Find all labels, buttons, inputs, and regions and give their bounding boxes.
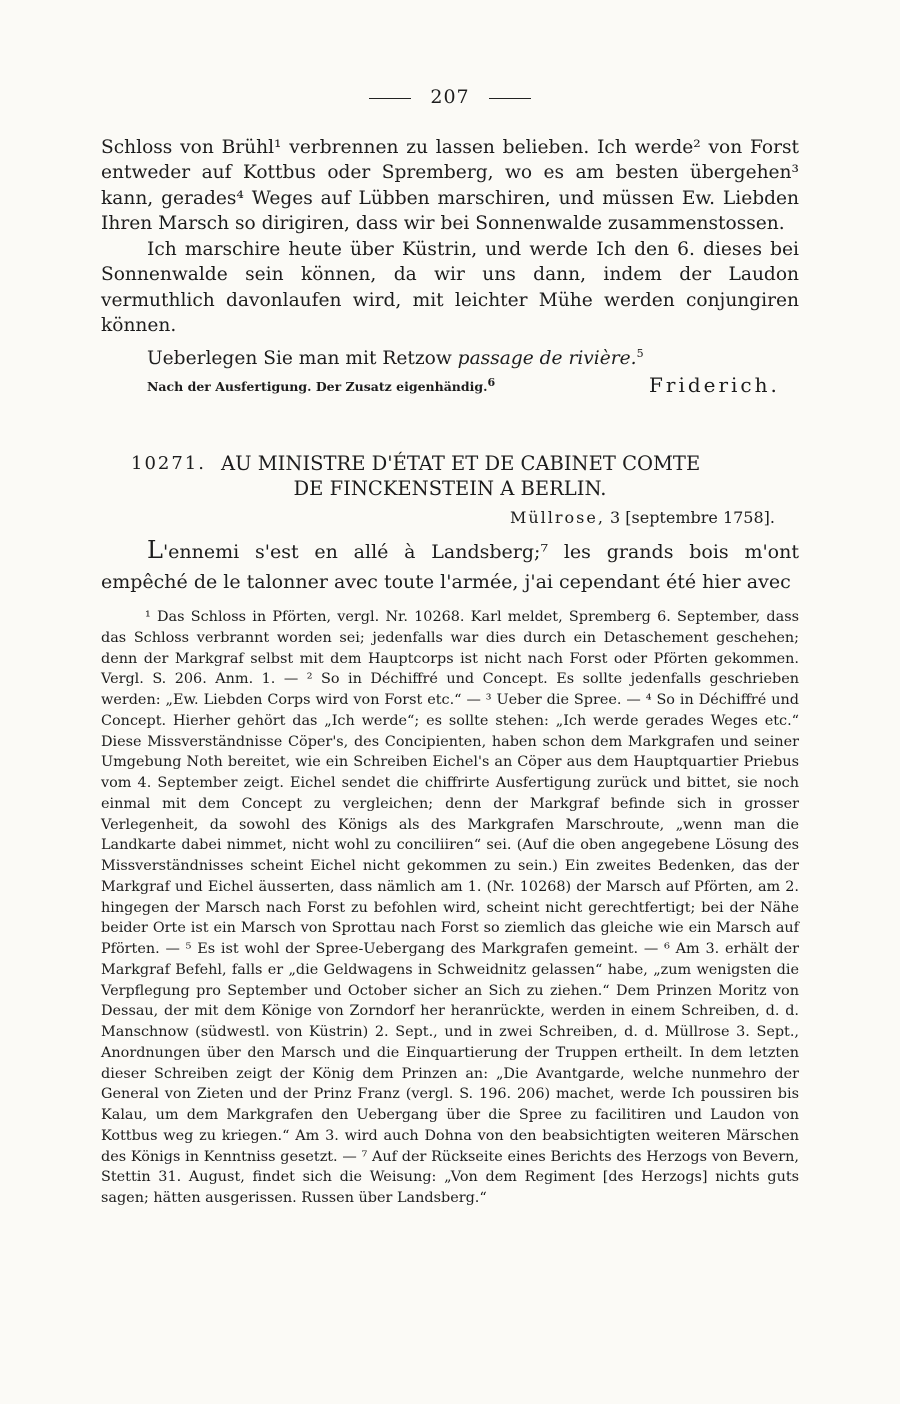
signature: Friderich. bbox=[649, 373, 780, 397]
letter-postscript bbox=[101, 346, 799, 371]
footnote-ref: 6 bbox=[487, 375, 496, 389]
heading-line-1: AU MINISTRE D'ÉTAT ET DE CABINET COMTE bbox=[221, 452, 701, 475]
source-note-text: Nach der Ausfertigung. Der Zusatz eigenhändig. bbox=[147, 379, 488, 394]
footnote-ref: 5 bbox=[636, 346, 644, 360]
page-number: 207 bbox=[430, 86, 470, 108]
heading-line-2: DE FINCKENSTEIN A BERLIN. bbox=[293, 477, 607, 500]
letter-10271-text bbox=[101, 535, 799, 597]
document-number: 10271. bbox=[131, 453, 206, 474]
header-rule-right bbox=[489, 98, 531, 99]
initial-letter: L bbox=[147, 536, 163, 564]
letter-paragraph-2: Ich marschire heute über Küstrin, und werde Ich den 6. dieses bei Sonnenwalde sein können, da wir uns dann, indem der Laudon vermuthlich davonlaufen wird, mit leichter Mühe werden conjungiren können. bbox=[101, 239, 799, 337]
letter-paragraph-1: Schloss von Brühl¹ verbrennen zu lassen belieben. Ich werde² von Forst entweder auf Kottbus oder Spremberg, wo es am besten übergehen³ kann, gerades⁴ Weges auf Lübben marschiren, und müssen Ew. Liebden Ihren Marsch so dirigiren, dass wir bei Sonnenwalde zusammenstossen. bbox=[101, 137, 799, 235]
dateline-place: Müllrose, bbox=[509, 508, 605, 527]
letter-10271-body: 'ennemi s'est en allé à Landsberg;⁷ les grands bois m'ont empêché de le talonner avec toute l'armée, j'ai cependant été hier avec bbox=[101, 541, 799, 593]
dateline bbox=[510, 508, 775, 527]
postscript-text: Ueberlegen Sie man mit Retzow bbox=[147, 348, 458, 369]
header-rule-left bbox=[369, 98, 411, 99]
source-note bbox=[147, 375, 496, 394]
footnotes: ¹ Das Schloss in Pförten, vergl. Nr. 10268. Karl meldet, Spremberg 6. September, dass das Schloss verbrannt worden sei; jedenfalls war dies durch ein Detaschement geschehen; denn der Markgraf selbst mit dem Hauptcorps ist nicht nach Forst oder Pförten gekommen. Vergl. S. 206. Anm. 1. — ² So in Déchiffré und Concept. Es sollte jedenfalls geschrieben werden: „Ew. Liebden Corps wird von Forst etc.“ — ³ Ueber die Spree. — ⁴ So in Déchiffré und Concept. Hierher gehört das „Ich werde“; es sollte stehen: „Ich werde gerades Weges etc.“ Diese Missverständnisse Cöper's, des Concipienten, haben schon dem Markgrafen und seiner Umgebung Noth bereitet, wie ein Schreiben Eichel's an Cöper aus dem Hauptquartier Priebus vom 4. September zeigt. Eichel sendet die chiffrirte Ausfertigung zurück und bittet, sie noch einmal mit dem Concept zu vergleichen; denn der Markgraf befinde sich in grosser Verlegenheit, da sowohl des Königs als des Markgrafen Marschroute, „wenn man die Landkarte dabei nimmet, nicht wohl zu conciliiren“ sei. (Auf die oben angegebene Lösung des Missverständnisses scheint Eichel nicht gekommen zu sein.) Ein zweites Bedenken, das der Markgraf und Eichel äusserten, dass nämlich am 1. (Nr. 10268) der Marsch auf Pförten, am 2. hingegen der Marsch nach Forst zu befohlen wird, scheint nicht gerechtfertigt; bei der Nähe beider Orte ist ein Marsch von Sprottau nach Forst so ziemlich das gleiche wie ein Marsch auf Pförten. — ⁵ Es ist wohl der Spree-Uebergang des Markgrafen gemeint. — ⁶ Am 3. erhält der Markgraf Befehl, falls er „die Geldwagens in Schweidnitz gelassen“ habe, „zum wenigsten die Verpflegung pro September und October sicher an Sich zu ziehen.“ Dem Prinzen Moritz von Dessau, der mit dem Könige von Zorndorf her heranrückte, werden in einem Schreiben, d. d. Manschnow (südwestl. von Küstrin) 2. Sept., und in zwei Schreiben, d. d. Müllrose 3. Sept., Anordnungen über den Marsch und die Einquartierung der Truppen ertheilt. In dem letzten dieser Schreiben zeigt der König dem Prinzen an: „Die Avantgarde, welche nunmehro der General von Zieten und der Prinz Franz (vergl. S. 196. 206) machet, werde Ich poussiren bis Kalau, um dem Markgrafen den Uebergang über die Spree zu facilitiren und Laudon von Kottbus weg zu kriegen.“ Am 3. wird auch Dohna von den beabsichtigten weiteren Märschen des Königs in Kenntniss gesetzt. — ⁷ Auf der Rückseite eines Berichts des Herzogs von Bevern, Stettin 31. August, findet sich die Weisung: „Von dem Regiment [des Herzogs] nichts guts sagen; hätten ausgerissen. Russen über Landsberg.“ bbox=[101, 609, 799, 1206]
page-header bbox=[0, 86, 900, 108]
postscript-italic: passage de rivière. bbox=[457, 348, 637, 369]
document-heading bbox=[101, 451, 799, 501]
dateline-date: 3 [septembre 1758]. bbox=[610, 508, 775, 527]
